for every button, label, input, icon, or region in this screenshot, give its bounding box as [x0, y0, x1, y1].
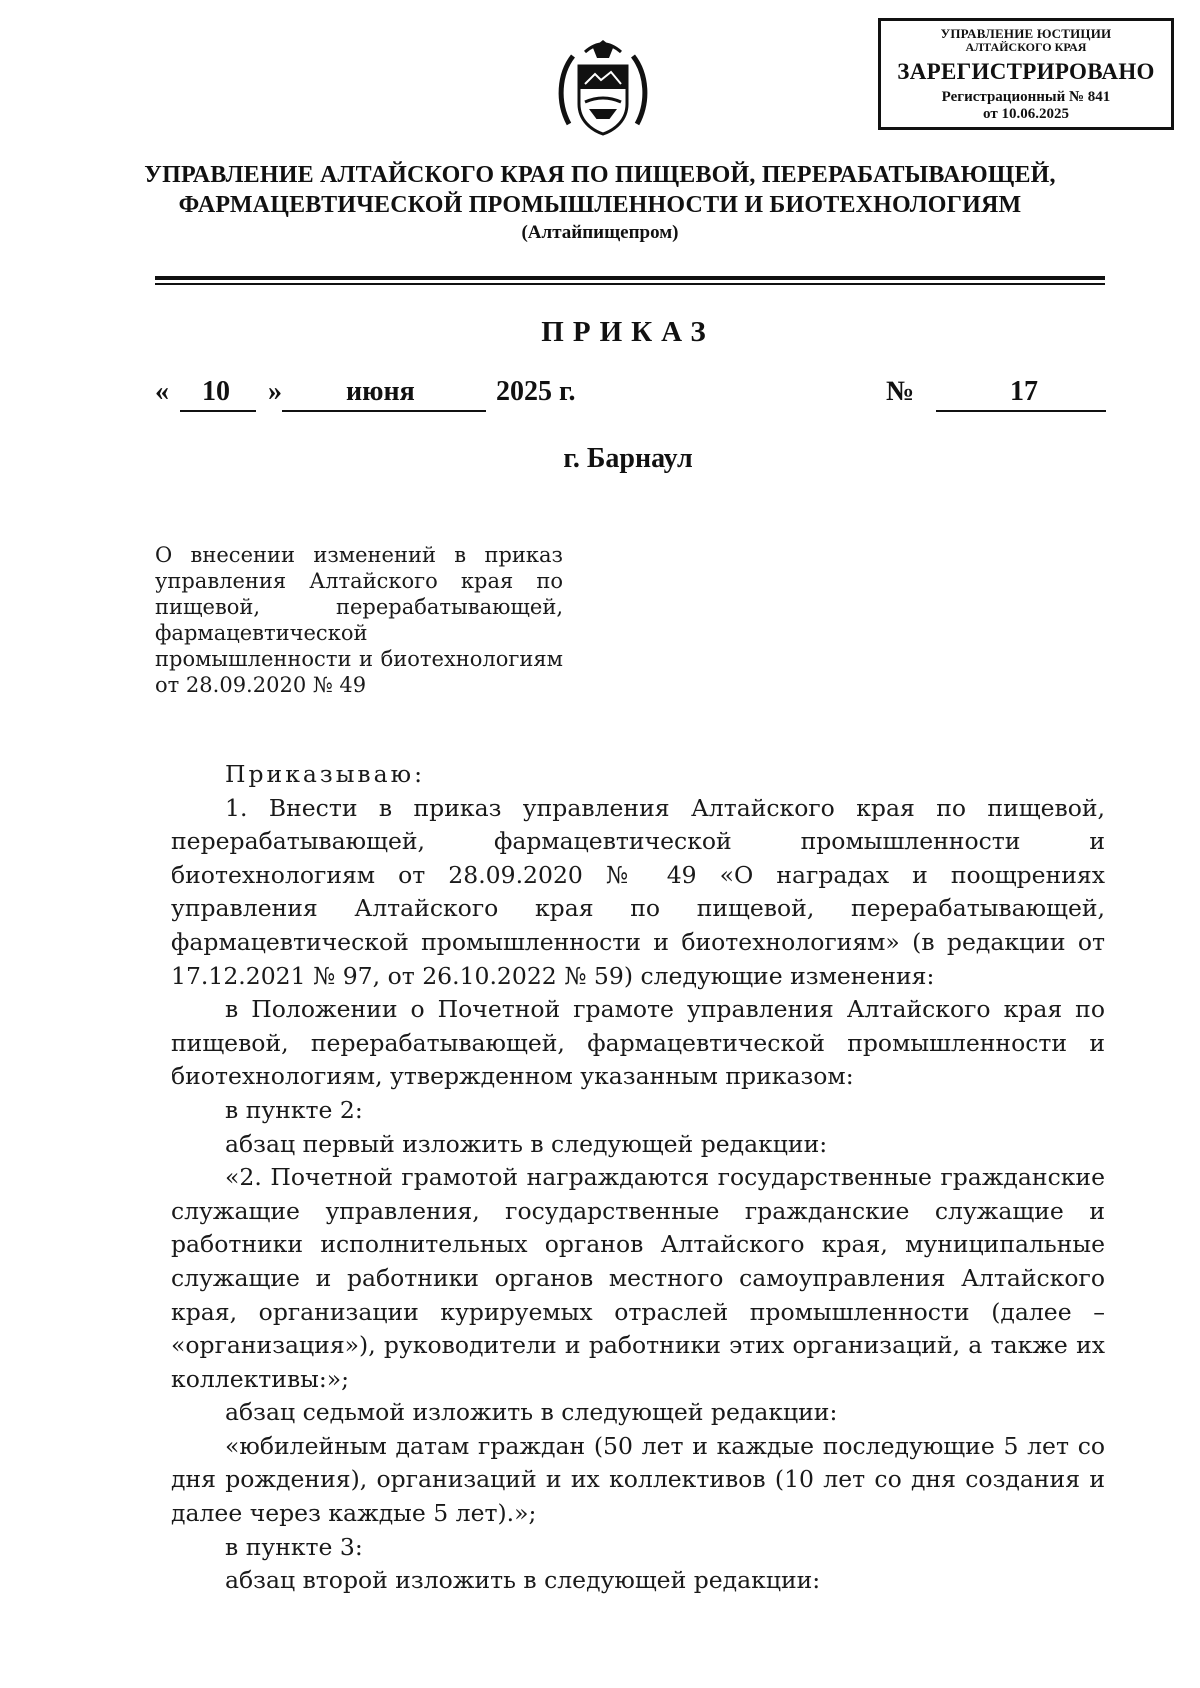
- order-number: 17: [1010, 376, 1038, 407]
- order-title: ПРИКАЗ: [541, 316, 715, 348]
- date-year: 2025 г.: [496, 376, 576, 407]
- body-paragraph: абзац второй изложить в следующей редакции:: [225, 1566, 821, 1595]
- number-underline: [936, 410, 1106, 412]
- body-paragraph: 1. Внести в приказ управления Алтайского края по пищевой, перерабатывающей, фармацевтической промышленности и биотехнологиям от 28.09.2020 № 49 «О наградах и поощрениях управления Алтайского края по пищевой, перерабатывающей, фармацевтической промышленности и биотехнологиям» (в редакции от 17.12.2021 № 97, от 26.10.2022 № 59) следующие изменения:: [171, 793, 1105, 990]
- order-body: [171, 758, 1105, 1598]
- stamp-reg-number: Регистрационный № 841: [941, 89, 1111, 105]
- header-line1: УПРАВЛЕНИЕ АЛТАЙСКОГО КРАЯ ПО ПИЩЕВОЙ, ПЕРЕРАБАТЫВАЮЩЕЙ,: [144, 162, 1056, 188]
- date-quote-open: «: [155, 376, 169, 407]
- date-quote-close: »: [268, 376, 282, 407]
- body-paragraph: абзац первый изложить в следующей редакции:: [225, 1129, 828, 1158]
- body-paragraph: «2. Почетной грамотой награждаются государственные гражданские служащие управления, государственные гражданские служащие и работники исполнительных органов Алтайского края, муниципальные служащие и работники органов местного самоуправления Алтайского края, организации курируемых отраслей промышленности (далее – «организация»), руководители и работники этих организаций, а также их коллективы:»;: [171, 1163, 1105, 1393]
- date-day: 10: [202, 376, 230, 407]
- coat-of-arms-icon: [555, 38, 651, 140]
- city: г. Барнаул: [563, 443, 693, 474]
- body-paragraph: в пункте 2:: [225, 1095, 363, 1124]
- body-paragraph: Приказываю:: [225, 760, 426, 788]
- body-paragraph: в Положении о Почетной грамоте управления Алтайского края по пищевой, перерабатывающей, фармацевтической промышленности и биотехнологиям, утвержденном указанным приказом:: [171, 995, 1105, 1091]
- registration-stamp: [878, 18, 1174, 130]
- body-paragraph: абзац седьмой изложить в следующей редакции:: [225, 1398, 838, 1427]
- body-paragraph: «юбилейным датам граждан (50 лет и каждые последующие 5 лет со дня рождения), организаций и их коллективов (10 лет со дня создания и далее через каждые 5 лет).»;: [171, 1431, 1105, 1528]
- header-divider-thin: [155, 283, 1105, 285]
- header-line2: ФАРМАЦЕВТИЧЕСКОЙ ПРОМЫШЛЕННОСТИ И БИОТЕХНОЛОГИЯМ: [178, 192, 1022, 218]
- order-number-sign: №: [886, 376, 915, 407]
- date-month: июня: [346, 376, 415, 407]
- day-underline: [180, 410, 256, 412]
- stamp-date: от 10.06.2025: [983, 106, 1069, 122]
- month-underline: [282, 410, 486, 412]
- stamp-line2: АЛТАЙСКОГО КРАЯ: [965, 40, 1087, 54]
- header-line3: (Алтайпищепром): [521, 222, 679, 243]
- header-divider-thick: [155, 276, 1105, 280]
- stamp-title: ЗАРЕГИСТРИРОВАНО: [897, 59, 1155, 84]
- organization-header: [100, 160, 1100, 246]
- stamp-line1: УПРАВЛЕНИЕ ЮСТИЦИИ: [940, 26, 1112, 41]
- body-paragraph: в пункте 3:: [225, 1532, 363, 1561]
- order-subject: О внесении изменений в приказ управления Алтайского края по пищевой, перерабатывающей, фармацевтической промышленности и биотехнологиям от 28.09.2020 № 49: [155, 543, 563, 697]
